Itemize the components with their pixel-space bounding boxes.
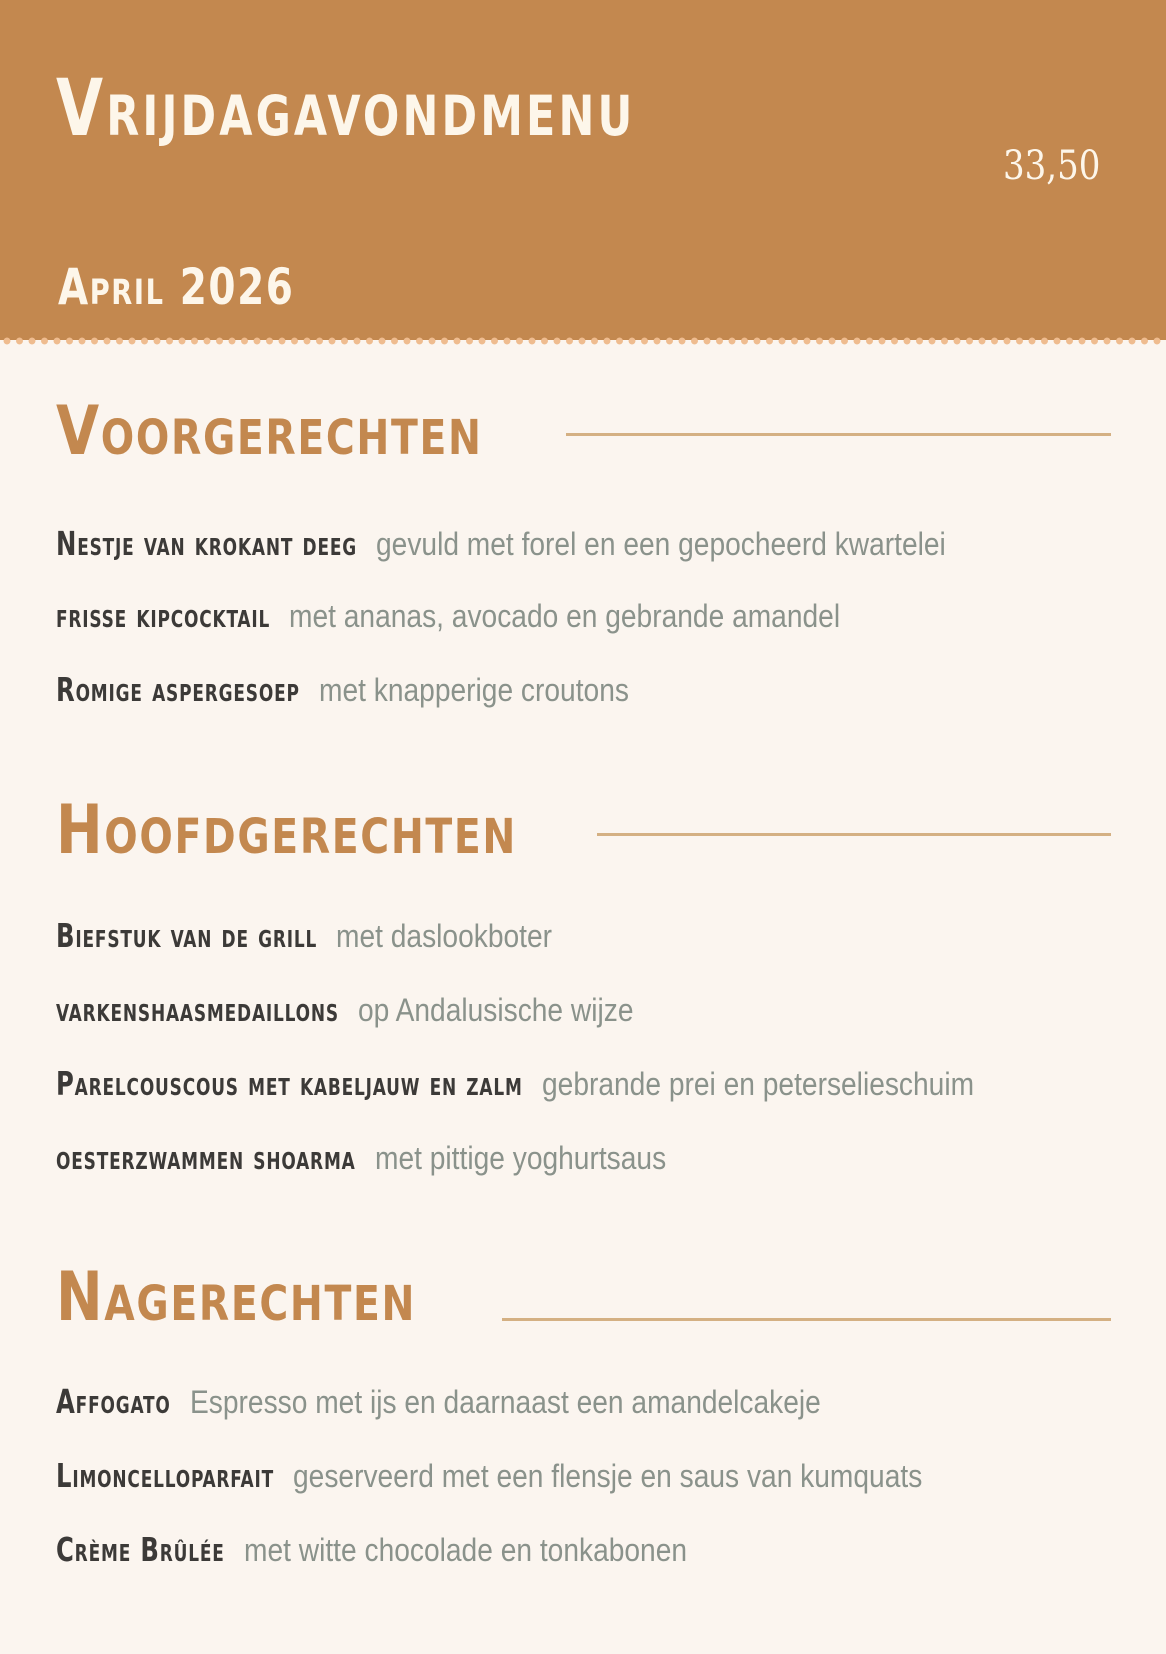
dish-description: gebrande prei en peterselieschuim <box>542 1066 975 1102</box>
dish-description: op Andalusische wijze <box>358 992 634 1028</box>
menu-price: 33,50 <box>1003 143 1101 189</box>
menu-item <box>56 670 671 709</box>
section-rule <box>597 833 1111 836</box>
menu-item <box>56 596 916 635</box>
dish-name: frisse kipcocktail <box>56 596 271 635</box>
dish-name: Parelcouscous met kabeljauw en zalm <box>56 1064 523 1103</box>
dish-name: Crème Brûlée <box>56 1530 225 1569</box>
dish-description: met pittige yoghurtsaus <box>375 1140 667 1176</box>
dish-name: Nestje van krokant deeg <box>56 524 358 563</box>
menu-item <box>56 1382 906 1421</box>
section-heading-voorgerechten: Voorgerechten <box>56 392 483 471</box>
dish-name: varkenshaasmedaillons <box>56 990 339 1029</box>
dish-name: Affogato <box>56 1382 171 1421</box>
dish-name: Biefstuk van de grill <box>56 916 318 955</box>
menu-title: Vrijdagavondmenu <box>56 64 636 154</box>
dish-description: met witte chocolade en tonkabonen <box>243 1532 687 1568</box>
dish-description: gevuld met forel en een gepocheerd kwartelei <box>376 526 947 562</box>
dish-description: met daslookboter <box>335 918 552 954</box>
section-heading-nagerechten: Nagerechten <box>56 1258 417 1337</box>
menu-item <box>56 990 671 1029</box>
menu-item <box>56 524 1024 563</box>
dish-name: Romige aspergesoep <box>56 670 300 709</box>
section-heading-hoofdgerechten: Hoofdgerechten <box>56 791 518 870</box>
menu-item <box>56 1456 1008 1495</box>
menu-item <box>56 916 581 955</box>
menu-item <box>56 1138 706 1177</box>
dish-description: Espresso met ijs en daarnaast een amandelcakeje <box>189 1384 821 1420</box>
section-rule <box>566 433 1111 436</box>
dotted-border <box>0 334 1166 348</box>
menu-date: April 2026 <box>58 258 295 316</box>
menu-item <box>56 1064 1033 1103</box>
dish-name: Limoncelloparfait <box>56 1456 275 1495</box>
dish-name: oesterzwammen shoarma <box>56 1138 356 1177</box>
section-rule <box>502 1318 1111 1321</box>
dish-description: geserveerd met een flensje en saus van kumquats <box>293 1458 923 1494</box>
dish-description: met ananas, avocado en gebrande amandel <box>289 598 841 634</box>
dish-description: met knapperige croutons <box>319 672 630 708</box>
menu-item <box>56 1530 747 1569</box>
